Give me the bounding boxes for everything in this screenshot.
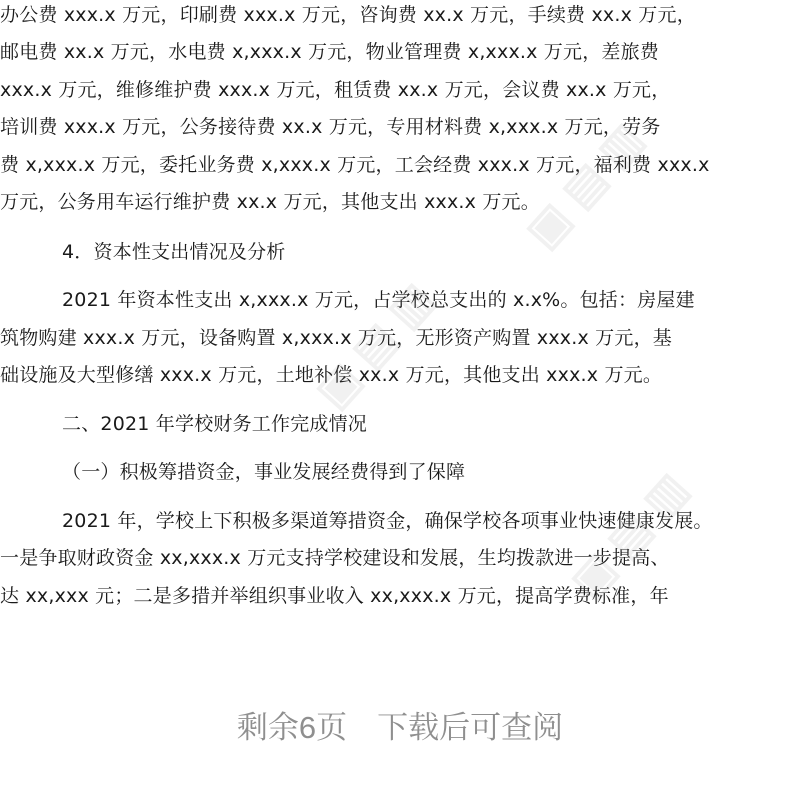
subsection-heading: （一）积极筹措资金，事业发展经费得到了保障: [62, 461, 466, 483]
watermark-graphic: ▣ ▤ ▥: [306, 273, 443, 418]
text-line: 筑物购建 xxx.x 万元，设备购置 x,xxx.x 万元，无形资产购置 xxx.x 万元，基: [0, 327, 672, 349]
watermark-graphic: ▣ ▤ ▥: [516, 113, 653, 258]
text-line: 达 xx,xxx 元；二是多措并举组织事业收入 xx,xxx.x 万元，提高学费标准，年: [0, 585, 669, 607]
text-line: 邮电费 xx.x 万元，水电费 x,xxx.x 万元，物业管理费 x,xxx.x 万元，差旅费: [0, 41, 660, 63]
text-line: 2021 年资本性支出 x,xxx.x 万元，占学校总支出的 x.x%。包括：房屋建: [62, 289, 695, 311]
section-heading: 4．资本性支出情况及分析: [62, 241, 286, 263]
remaining-pages-label: 剩余6页: [236, 710, 348, 745]
text-line: 培训费 xxx.x 万元，公务接待费 xx.x 万元，专用材料费 x,xxx.x 万元，劳务: [0, 116, 661, 138]
text-line: 费 x,xxx.x 万元，委托业务费 x,xxx.x 万元，工会经费 xxx.x 万元，福利费 xxx.x: [0, 154, 710, 176]
text-line: 一是争取财政资金 xx,xxx.x 万元支持学校建设和发展，生均拨款进一步提高、: [0, 547, 670, 569]
download-to-view-banner[interactable]: [0, 700, 800, 756]
watermark-graphic: ▣ ▤ ▥: [561, 463, 698, 608]
text-line: 2021 年，学校上下积极多渠道筹措资金，确保学校各项事业快速健康发展。: [62, 510, 713, 532]
text-line: xxx.x 万元，维修维护费 xxx.x 万元，租赁费 xx.x 万元，会议费 xx.x 万元，: [0, 79, 671, 101]
text-line: 办公费 xxx.x 万元，印刷费 xxx.x 万元，咨询费 xx.x 万元，手续费 xx.x 万元，: [0, 4, 696, 26]
text-line: 万元，公务用车运行维护费 xx.x 万元，其他支出 xxx.x 万元。: [0, 191, 540, 213]
text-line: 础设施及大型修缮 xxx.x 万元，土地补偿 xx.x 万元，其他支出 xxx.x 万元。: [0, 364, 663, 386]
download-prompt-label: 下载后可查阅: [377, 710, 564, 745]
section-heading: 二、2021 年学校财务工作完成情况: [62, 413, 367, 435]
